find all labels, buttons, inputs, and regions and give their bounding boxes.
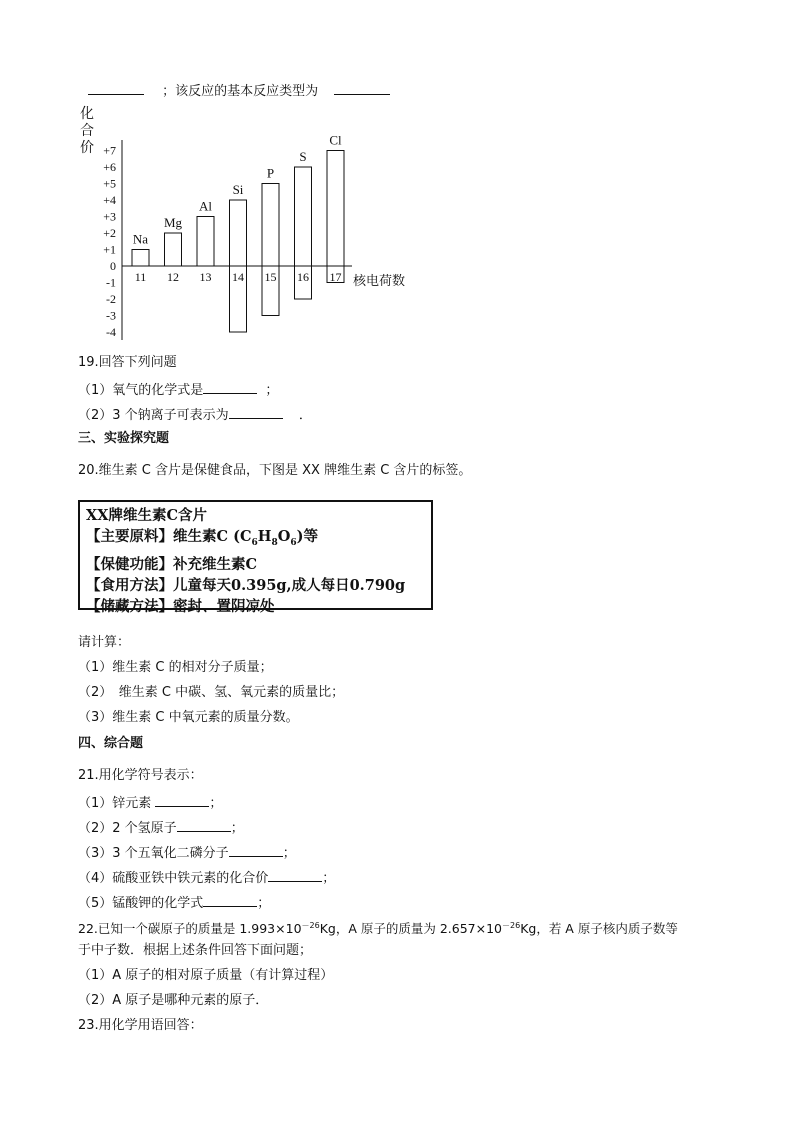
y-tick-label: -4 [106, 325, 116, 339]
q19-item-1-text: （1）氧气的化学式是 [78, 383, 204, 398]
q21-item-4 [78, 867, 335, 888]
y-tick-label: 0 [110, 259, 116, 273]
label-o: O [277, 528, 291, 545]
q22-part-3: Kg，若 A 原子核内质子数等 [520, 921, 678, 937]
q19-item-2 [78, 404, 312, 425]
q21-item-5-text: （5）锰酸钾的化学式 [78, 896, 204, 911]
label-row-storage: 【储藏方法】密封、置阴凉处 [86, 597, 275, 615]
answer-blank[interactable] [268, 867, 322, 882]
bar [262, 184, 279, 267]
semicolon: ； [282, 846, 296, 861]
label-row-ingredients [86, 526, 425, 554]
x-tick-label: 17 [329, 270, 342, 284]
x-axis-label: 核电荷数 [353, 274, 406, 289]
answer-blank[interactable] [88, 80, 144, 95]
subscript: 8 [271, 537, 278, 548]
y-tick-label: +4 [103, 193, 116, 207]
bar [295, 167, 312, 266]
semicolon: ； [257, 896, 271, 911]
q22-line-1 [78, 917, 678, 938]
bar [327, 151, 344, 267]
bar [165, 233, 182, 266]
x-tick-label: 16 [297, 270, 309, 284]
x-tick-label: 13 [199, 270, 212, 284]
answer-blank[interactable] [155, 792, 209, 807]
vitamin-c-label [78, 500, 433, 615]
y-tick-label: +6 [103, 160, 116, 174]
exponent: －26 [301, 921, 320, 930]
q21-item-1-text: （1）锌元素 [78, 796, 156, 811]
q21-title: 21.用化学符号表示： [78, 768, 203, 783]
label-ingredients-tail: )等 [296, 528, 319, 545]
element-label: Si [232, 182, 244, 197]
answer-blank[interactable] [334, 80, 390, 95]
exponent: －26 [502, 921, 521, 930]
y-tick-label: +7 [103, 143, 116, 158]
y-tick-label: +5 [103, 176, 116, 191]
y-tick-label: -1 [106, 275, 116, 290]
bars [132, 151, 344, 333]
label-ingredients-head: 【主要原料】维生素C (C [86, 528, 252, 545]
element-label: Al [199, 198, 212, 214]
q21-item-3 [78, 842, 296, 863]
y-tick-label: +1 [103, 242, 116, 257]
answer-blank[interactable] [229, 842, 283, 857]
y-tick-label: -2 [106, 292, 116, 306]
y-axis-label-char: 化 [80, 106, 94, 122]
q21-item-3-text: （3）3 个五氧化二磷分子 [78, 846, 229, 861]
label-row-usage: 【食用方法】儿童每天0.395g,成人每日0.790g [86, 576, 406, 594]
section-4-heading: 四、综合题 [78, 736, 144, 751]
q22-line-2: 于中子数．根据上述条件回答下面问题； [78, 943, 313, 958]
semicolon: ； [322, 871, 336, 886]
q18-tail-line [88, 80, 390, 101]
element-label: P [266, 165, 275, 181]
q20-item-3: （3）维生素 C 中氧元素的质量分数。 [78, 710, 299, 725]
valence-chart [70, 100, 430, 350]
q22-part-1: 22.已知一个碳原子的质量是 1.993×10 [78, 921, 302, 937]
element-label: Cl [329, 132, 342, 148]
q19-item-2-text: （2）3 个钠离子可表示为 [78, 408, 229, 423]
subscript: 6 [251, 537, 258, 548]
x-tick-label: 14 [232, 270, 244, 284]
q19-item-2-end: ． [298, 408, 312, 423]
label-row-function: 【保健功能】补充维生素C [86, 555, 258, 573]
answer-blank[interactable] [203, 379, 257, 394]
y-axis-label [80, 106, 94, 156]
y-axis-ticks [103, 144, 116, 340]
q22-item-2: （2）A 原子是哪种元素的原子． [78, 993, 269, 1008]
q19-item-1-end: ； [265, 383, 279, 398]
semicolon: ； [230, 821, 244, 836]
y-axis-label-char: 价 [80, 140, 94, 156]
answer-blank[interactable] [177, 817, 231, 832]
q20-item-1: （1）维生素 C 的相对分子质量； [78, 660, 273, 675]
label-h: H [257, 528, 272, 545]
element-label: Mg [163, 215, 183, 230]
q21-item-2-text: （2）2 个氢原子 [78, 821, 177, 836]
semicolon: ； [209, 796, 223, 811]
q20-calc: 请计算： [78, 635, 131, 650]
q21-item-2 [78, 817, 244, 838]
q22-part-2: Kg，A 原子的质量为 2.657×10 [319, 921, 503, 937]
bar [230, 200, 247, 266]
q23-title: 23.用化学用语回答： [78, 1018, 203, 1033]
section-3-heading: 三、实验探究题 [78, 431, 170, 446]
q20-item-2: （2） 维生素 C 中碳、氢、氧元素的质量比； [78, 685, 345, 700]
x-tick-label: 15 [264, 270, 277, 284]
q19-item-1 [78, 379, 278, 400]
x-tick-label: 11 [134, 270, 147, 284]
x-tick-label: 12 [167, 270, 179, 284]
element-label: Na [132, 231, 149, 247]
bar [132, 250, 149, 267]
answer-blank[interactable] [229, 404, 283, 419]
q21-item-5 [78, 892, 270, 913]
y-axis-label-char: 合 [80, 123, 94, 139]
q21-item-4-text: （4）硫酸亚铁中铁元素的化合价 [78, 871, 269, 886]
q19-title: 19.回答下列问题 [78, 355, 177, 370]
label-title: XX牌维生素C含片 [86, 507, 208, 524]
q21-item-1 [78, 792, 222, 813]
q22-item-1: （1）A 原子的相对原子质量（有计算过程） [78, 968, 334, 983]
y-tick-label: -3 [106, 308, 116, 323]
q18-tail-text: ；该反应的基本反应类型为 [162, 84, 319, 99]
element-label: S [299, 149, 307, 164]
y-tick-label: +3 [103, 209, 116, 224]
bar [197, 217, 214, 267]
y-tick-label: +2 [103, 226, 116, 240]
q20-intro: 20.维生素 C 含片是保健食品，下图是 XX 牌维生素 C 含片的标签。 [78, 463, 472, 478]
subscript: 6 [290, 537, 297, 548]
answer-blank[interactable] [203, 892, 257, 907]
